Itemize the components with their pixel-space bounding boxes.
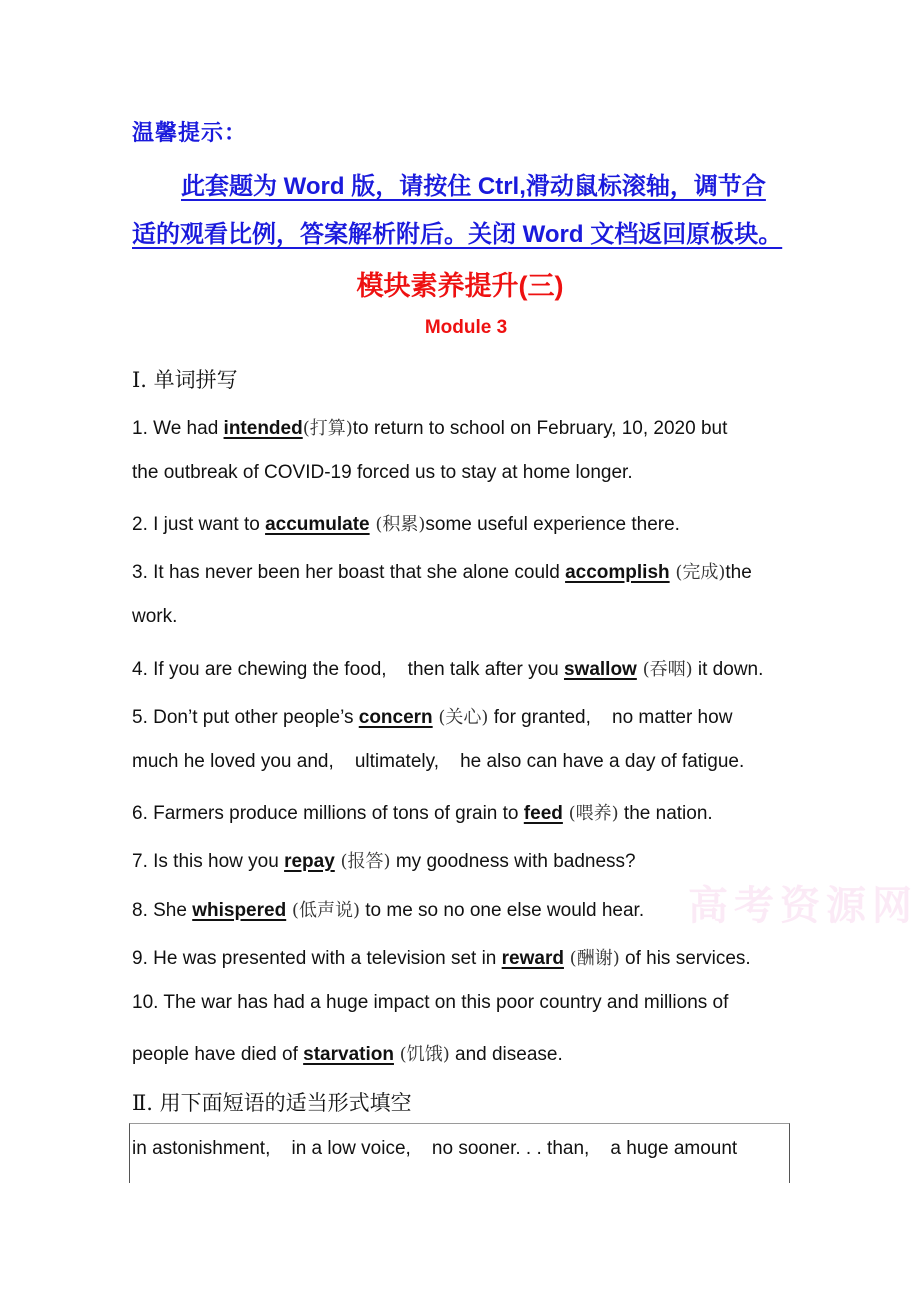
answer-word: reward [501, 948, 564, 969]
line-text: the nation. [618, 803, 713, 824]
chinese-hint: (积累) [369, 514, 426, 535]
phrase-box [129, 1123, 790, 1183]
line-text: 8. She [132, 900, 193, 921]
line-text: 2. I just want to [132, 514, 266, 535]
exercise-line [132, 558, 752, 584]
section-1-heading: Ⅰ. 单词拼写 [132, 368, 238, 392]
chinese-hint: (关心) [432, 707, 489, 728]
chinese-hint: (打算) [302, 418, 353, 439]
line-text: people have died of [132, 1044, 304, 1065]
line-text: work. [132, 606, 178, 627]
exercise-line [132, 655, 763, 681]
exercise-line [132, 703, 732, 729]
line-text: it down. [692, 659, 764, 680]
line-text: for granted, no matter how [488, 707, 733, 728]
line-text: the [725, 562, 752, 583]
exercise-line [132, 799, 713, 825]
exercise-line [132, 606, 177, 628]
phrase-list: in astonishment, in a low voice, no sooner. . . than, a huge amount [132, 1138, 738, 1159]
chinese-hint: (低声说) [286, 900, 360, 921]
exercise-line [132, 751, 744, 773]
answer-word: accomplish [565, 562, 670, 583]
line-text: 6. Farmers produce millions of tons of grain to [132, 803, 524, 824]
answer-word: starvation [303, 1044, 394, 1065]
line-text: of his services. [619, 948, 751, 969]
line-text: and disease. [449, 1044, 563, 1065]
chinese-hint: (报答) [334, 851, 391, 872]
watermark: 高考资源网 [688, 883, 918, 929]
exercise-line [132, 510, 680, 536]
line-text: some useful experience there. [425, 514, 680, 535]
chinese-hint: (吞咽) [636, 659, 693, 680]
answer-word: concern [358, 707, 433, 728]
answer-word: whispered [192, 900, 287, 921]
chinese-hint: (饥饿) [393, 1044, 450, 1065]
line-text: to me so no one else would hear. [359, 900, 645, 921]
answer-word: accumulate [265, 514, 370, 535]
document-subtitle: Module 3 [424, 317, 508, 338]
chinese-hint: (完成) [669, 562, 726, 583]
line-text: to return to school on February, 10, 2020 but [352, 418, 728, 439]
exercise-line [132, 992, 728, 1014]
line-text: 10. The war has had a huge impact on this poor country and millions of [132, 992, 729, 1013]
exercise-line [132, 944, 751, 970]
answer-word: intended [223, 418, 303, 439]
line-text: 3. It has never been her boast that she alone could [132, 562, 566, 583]
section-2-heading: Ⅱ. 用下面短语的适当形式填空 [132, 1091, 412, 1115]
line-text: my goodness with badness? [390, 851, 636, 872]
notice-line-2: 适的观看比例，答案解析附后。关闭 Word 文档返回原板块。 [132, 221, 783, 248]
answer-word: swallow [563, 659, 637, 680]
line-text: 9. He was presented with a television set in [132, 948, 502, 969]
line-text: 4. If you are chewing the food, then talk after you [132, 659, 564, 680]
chinese-hint: (喂养) [562, 803, 619, 824]
document-title: 模块素养提升(三) [356, 271, 564, 301]
line-text: 5. Don’t put other people’s [132, 707, 359, 728]
exercise-line [132, 896, 644, 922]
line-text: 7. Is this how you [132, 851, 285, 872]
notice-title: 温馨提示： [132, 120, 248, 145]
line-text: the outbreak of COVID-19 forced us to stay at home longer. [132, 462, 633, 483]
notice-line-1: 此套题为 Word 版，请按住 Ctrl,滑动鼠标滚轴，调节合 [181, 173, 766, 200]
answer-word: repay [284, 851, 335, 872]
line-text: much he loved you and, ultimately, he also can have a day of fatigue. [132, 751, 745, 772]
exercise-line [132, 462, 633, 484]
answer-word: feed [523, 803, 563, 824]
line-text: 1. We had [132, 418, 224, 439]
exercise-line [132, 414, 727, 440]
chinese-hint: (酬谢) [563, 948, 620, 969]
exercise-line [132, 1040, 563, 1066]
exercise-line [132, 847, 636, 873]
